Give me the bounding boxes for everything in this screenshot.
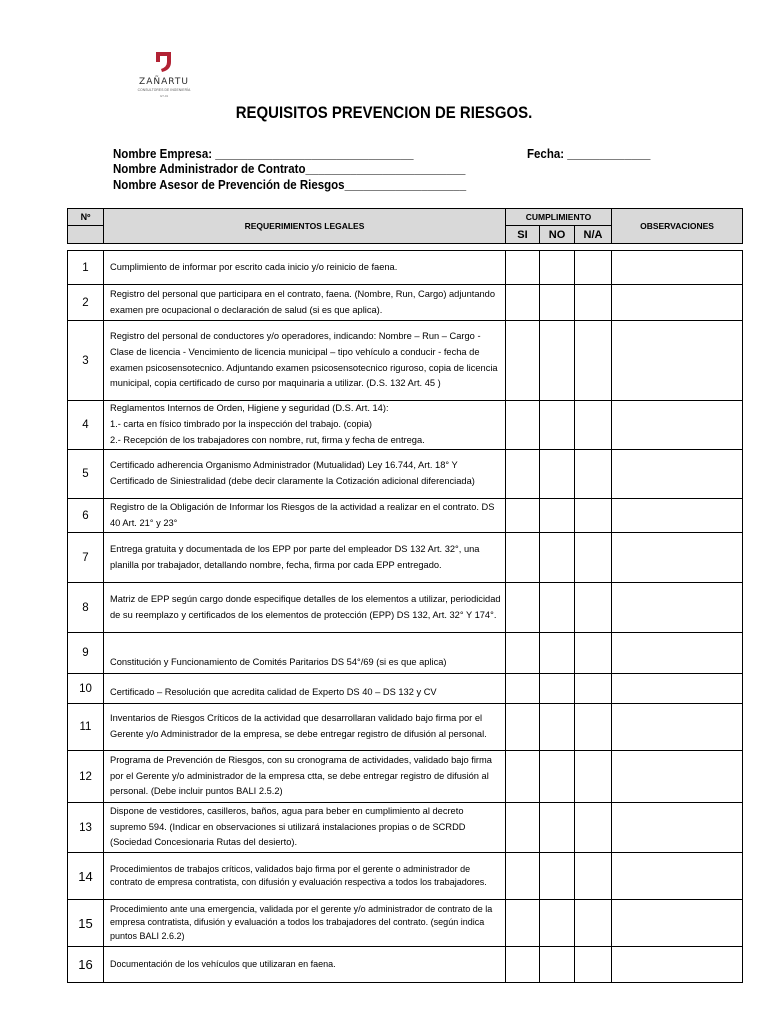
asesor-field: Nombre Asesor de Prevención de Riesgos___________________ bbox=[113, 178, 467, 192]
observations-cell[interactable] bbox=[612, 704, 743, 751]
si-cell[interactable] bbox=[506, 853, 540, 900]
observations-cell[interactable] bbox=[612, 499, 743, 533]
row-number: 9 bbox=[68, 633, 104, 674]
observations-cell[interactable] bbox=[612, 751, 743, 803]
observations-cell[interactable] bbox=[612, 803, 743, 853]
observations-cell[interactable] bbox=[612, 401, 743, 450]
logo-subtitle: CONSULTORES DE INGENIERÍA bbox=[137, 88, 191, 92]
no-cell[interactable] bbox=[540, 900, 575, 947]
na-cell[interactable] bbox=[575, 633, 612, 674]
logo-name: ZAÑARTU bbox=[139, 77, 189, 87]
observations-cell[interactable] bbox=[612, 900, 743, 947]
si-cell[interactable] bbox=[506, 947, 540, 983]
na-cell[interactable] bbox=[575, 900, 612, 947]
na-cell[interactable] bbox=[575, 853, 612, 900]
na-cell[interactable] bbox=[575, 450, 612, 499]
si-cell[interactable] bbox=[506, 704, 540, 751]
row-number: 16 bbox=[68, 947, 104, 983]
si-cell[interactable] bbox=[506, 321, 540, 401]
table-row bbox=[68, 751, 743, 803]
col-num-blank bbox=[68, 226, 104, 244]
requirements-table bbox=[67, 208, 743, 983]
table-row bbox=[68, 633, 743, 674]
si-cell[interactable] bbox=[506, 900, 540, 947]
no-cell[interactable] bbox=[540, 499, 575, 533]
na-cell[interactable] bbox=[575, 583, 612, 633]
row-number: 2 bbox=[68, 285, 104, 321]
observations-cell[interactable] bbox=[612, 251, 743, 285]
row-number: 3 bbox=[68, 321, 104, 401]
na-cell[interactable] bbox=[575, 285, 612, 321]
table-row bbox=[68, 285, 743, 321]
observations-cell[interactable] bbox=[612, 583, 743, 633]
logo-tagline: GT-01 bbox=[159, 94, 169, 98]
row-number: 15 bbox=[68, 900, 104, 947]
observations-cell[interactable] bbox=[612, 321, 743, 401]
requirement-text: Certificado adherencia Organismo Administrador (Mutualidad) Ley 16.744, Art. 18° Y Certificado de Siniestralidad (debe decir claramente la Cotización adicional diferenciada) bbox=[104, 450, 506, 499]
na-cell[interactable] bbox=[575, 674, 612, 704]
table-row bbox=[68, 533, 743, 583]
table-row bbox=[68, 251, 743, 285]
requirement-text: Registro de la Obligación de Informar los Riesgos de la actividad a realizar en el contrato. DS 40 Art. 21° y 23° bbox=[104, 499, 506, 533]
si-cell[interactable] bbox=[506, 751, 540, 803]
row-number: 12 bbox=[68, 751, 104, 803]
requirement-text: Reglamentos Internos de Orden, Higiene y seguridad (D.S. Art. 14): 1.- carta en físico timbrado por la inspección del trabajo. (copia) 2.- Recepción de los trabajadores con nombre, rut, firma y fecha de entrega. bbox=[104, 401, 506, 450]
row-number: 7 bbox=[68, 533, 104, 583]
col-observations-header: OBSERVACIONES bbox=[612, 209, 743, 244]
na-cell[interactable] bbox=[575, 321, 612, 401]
na-cell[interactable] bbox=[575, 704, 612, 751]
observations-cell[interactable] bbox=[612, 285, 743, 321]
no-cell[interactable] bbox=[540, 533, 575, 583]
row-number: 4 bbox=[68, 401, 104, 450]
header-spacer bbox=[68, 244, 743, 251]
no-cell[interactable] bbox=[540, 704, 575, 751]
table-row bbox=[68, 401, 743, 450]
requirement-text: Dispone de vestidores, casilleros, baños, agua para beber en cumplimiento al decreto supremo 594. (Indicar en observaciones si utilizará instalaciones propias o de SCRDD (Sociedad Concesionaria Rutas del desierto). bbox=[104, 803, 506, 853]
requirement-text: Inventarios de Riesgos Críticos de la actividad que desarrollaran validado bajo firma por el Gerente y/o Administrador de la empresa, se debe entregar registro de difusión al personal. bbox=[104, 704, 506, 751]
table-row bbox=[68, 583, 743, 633]
table-row bbox=[68, 704, 743, 751]
no-cell[interactable] bbox=[540, 401, 575, 450]
si-cell[interactable] bbox=[506, 499, 540, 533]
no-cell[interactable] bbox=[540, 583, 575, 633]
requirement-text: Certificado – Resolución que acredita calidad de Experto DS 40 – DS 132 y CV bbox=[104, 674, 506, 704]
table-row bbox=[68, 803, 743, 853]
col-requirements-header: REQUERIMIENTOS LEGALES bbox=[104, 209, 506, 244]
requirement-text: Registro del personal de conductores y/o operadores, indicando: Nombre – Run – Cargo - Clase de licencia - Vencimiento de licencia municipal – tipo vehículo a conducir - fecha de examen psicosensotecnico. Adjuntando examen psicosensotecnico riguroso, copia de licencia municipal, copia certificado de curso por maquinaria a utilizar. (D.S. 132 Art. 45 ) bbox=[104, 321, 506, 401]
row-number: 11 bbox=[68, 704, 104, 751]
table-row bbox=[68, 674, 743, 704]
si-cell[interactable] bbox=[506, 401, 540, 450]
observations-cell[interactable] bbox=[612, 450, 743, 499]
requirement-text: Matriz de EPP según cargo donde especifique detalles de los elementos a utilizar, periodicidad de su reemplazo y certificados de los elementos de protección (EPP) DS 132, Art. 32° Y 174°. bbox=[104, 583, 506, 633]
table-row bbox=[68, 450, 743, 499]
na-cell[interactable] bbox=[575, 251, 612, 285]
row-number: 13 bbox=[68, 803, 104, 853]
row-number: 6 bbox=[68, 499, 104, 533]
requirement-text: Cumplimiento de informar por escrito cada inicio y/o reinicio de faena. bbox=[104, 251, 506, 285]
row-number: 5 bbox=[68, 450, 104, 499]
requirement-text: Procedimiento ante una emergencia, validada por el gerente y/o administrador de contrato de la empresa contratista, difusión y evaluación a todos los trabajadores del contrato. (según indica puntos BALI 2.6.2) bbox=[104, 900, 506, 947]
requirement-text: Documentación de los vehículos que utilizaran en faena. bbox=[104, 947, 506, 983]
requirement-text: Entrega gratuita y documentada de los EPP por parte del empleador DS 132 Art. 32°, una planilla por trabajador, detallando nombre, fecha, firma por cada EPP entregado. bbox=[104, 533, 506, 583]
table-row bbox=[68, 853, 743, 900]
requirement-text: Programa de Prevención de Riesgos, con su cronograma de actividades, validado bajo firma por el Gerente y/o administrador de la empresa ctta, se debe entregar registro de difusión al personal. (Debe incluir puntos BALI 2.5.2) bbox=[104, 751, 506, 803]
requirement-text: Constitución y Funcionamiento de Comités Paritarios DS 54°/69 (si es que aplica) bbox=[104, 633, 506, 674]
na-cell[interactable] bbox=[575, 401, 612, 450]
na-cell[interactable] bbox=[575, 533, 612, 583]
table-row bbox=[68, 900, 743, 947]
row-number: 8 bbox=[68, 583, 104, 633]
no-cell[interactable] bbox=[540, 321, 575, 401]
no-cell[interactable] bbox=[540, 853, 575, 900]
si-cell[interactable] bbox=[506, 450, 540, 499]
observations-cell[interactable] bbox=[612, 853, 743, 900]
no-cell[interactable] bbox=[540, 633, 575, 674]
si-cell[interactable] bbox=[506, 285, 540, 321]
no-cell[interactable] bbox=[540, 285, 575, 321]
observations-cell[interactable] bbox=[612, 947, 743, 983]
si-cell[interactable] bbox=[506, 583, 540, 633]
col-na-header: N/A bbox=[575, 226, 612, 244]
na-cell[interactable] bbox=[575, 947, 612, 983]
si-cell[interactable] bbox=[506, 803, 540, 853]
no-cell[interactable] bbox=[540, 450, 575, 499]
no-cell[interactable] bbox=[540, 947, 575, 983]
col-si-header: SI bbox=[506, 226, 540, 244]
si-cell[interactable] bbox=[506, 633, 540, 674]
page-title: REQUISITOS PREVENCION DE RIESGOS. bbox=[235, 103, 533, 122]
no-cell[interactable] bbox=[540, 674, 575, 704]
requirement-text: Procedimientos de trabajos críticos, validados bajo firma por el gerente o administrador de contrato de empresa contratista, con difusión y evaluación respectiva a todos los trabajadores. bbox=[104, 853, 506, 900]
table-row bbox=[68, 947, 743, 983]
fecha-field: Fecha: _____________ bbox=[527, 147, 651, 161]
col-no-header: NO bbox=[540, 226, 575, 244]
table-row bbox=[68, 499, 743, 533]
na-cell[interactable] bbox=[575, 803, 612, 853]
row-number: 10 bbox=[68, 674, 104, 704]
na-cell[interactable] bbox=[575, 751, 612, 803]
observations-cell[interactable] bbox=[612, 633, 743, 674]
observations-cell[interactable] bbox=[612, 533, 743, 583]
si-cell[interactable] bbox=[506, 674, 540, 704]
row-number: 14 bbox=[68, 853, 104, 900]
observations-cell[interactable] bbox=[612, 674, 743, 704]
requirement-text: Registro del personal que participara en el contrato, faena. (Nombre, Run, Cargo) adjuntando examen pre ocupacional o declaración de salud (si es que aplica). bbox=[104, 285, 506, 321]
col-num-header: Nº bbox=[68, 209, 104, 226]
no-cell[interactable] bbox=[540, 803, 575, 853]
empresa-field: Nombre Empresa: _______________________________ bbox=[113, 147, 414, 161]
company-logo bbox=[126, 50, 202, 100]
na-cell[interactable] bbox=[575, 499, 612, 533]
col-compliance-header: CUMPLIMIENTO bbox=[506, 209, 612, 226]
no-cell[interactable] bbox=[540, 751, 575, 803]
zanartu-logo-icon bbox=[154, 50, 174, 74]
row-number: 1 bbox=[68, 251, 104, 285]
si-cell[interactable] bbox=[506, 533, 540, 583]
si-cell[interactable] bbox=[506, 251, 540, 285]
no-cell[interactable] bbox=[540, 251, 575, 285]
administrador-field: Nombre Administrador de Contrato_________________________ bbox=[113, 162, 466, 176]
table-row bbox=[68, 321, 743, 401]
